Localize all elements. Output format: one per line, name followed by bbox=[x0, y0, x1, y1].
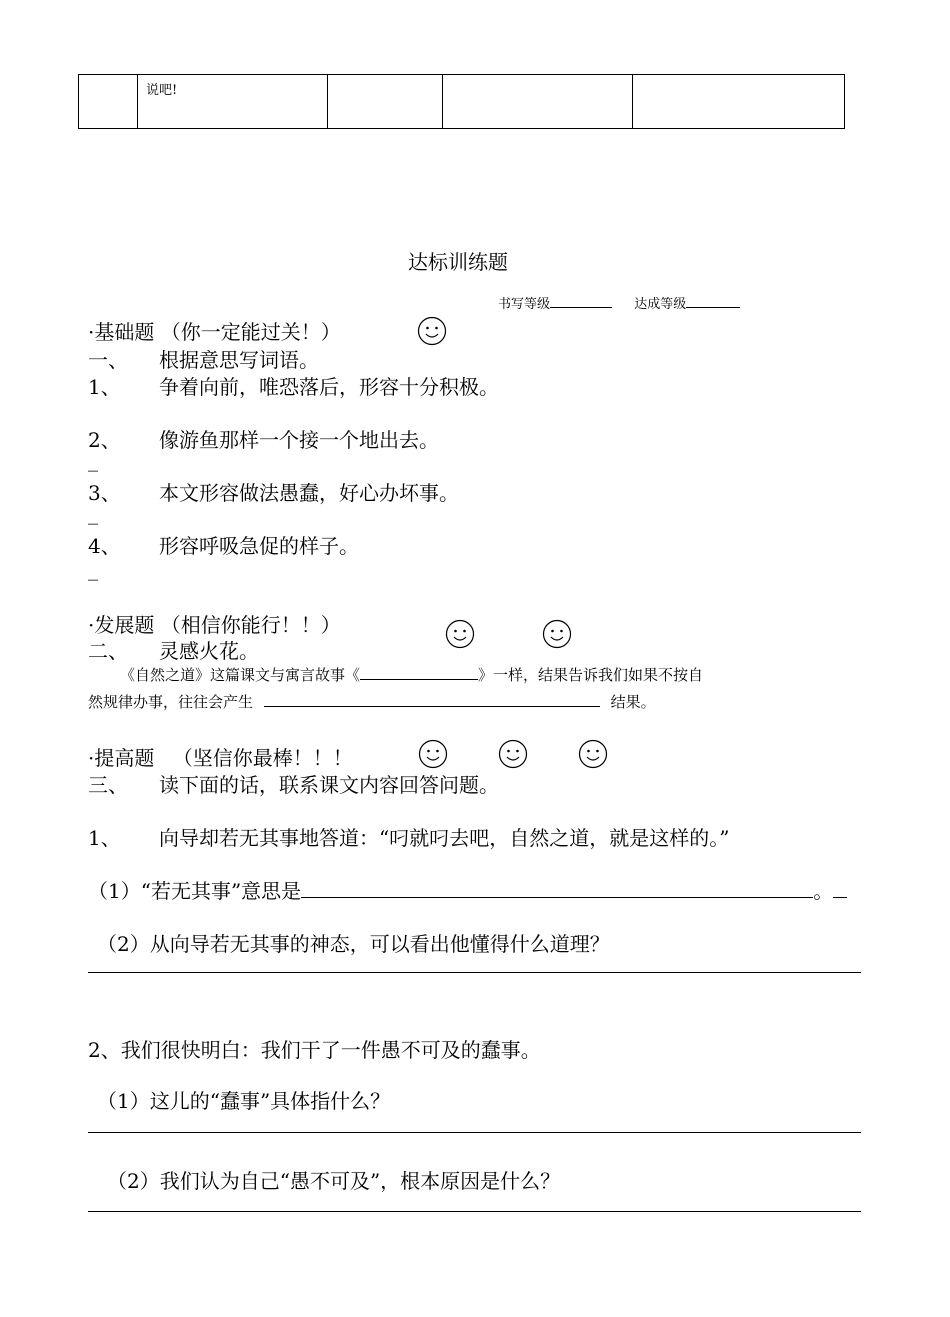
meaning-blank[interactable] bbox=[301, 897, 813, 898]
table-cell bbox=[328, 75, 443, 129]
text-span: 结果。 bbox=[610, 693, 656, 711]
item-number: 3、 bbox=[88, 481, 121, 505]
section-advance-heading bbox=[88, 742, 353, 771]
smiley-face-icon bbox=[418, 739, 448, 769]
item-quote: 向导却若无其事地答道：“叼就叼去吧，自然之道，就是这样的。” bbox=[159, 826, 730, 850]
item-text: 争着向前，唯恐落后，形容十分积极。 bbox=[159, 375, 499, 399]
smiley-face-icon bbox=[498, 739, 528, 769]
smiley-face-icon bbox=[578, 739, 608, 769]
text-span: 》一样，结果告诉我们如果不按自 bbox=[478, 666, 704, 684]
section-develop-heading bbox=[88, 609, 341, 638]
section-basic-heading bbox=[88, 316, 341, 345]
question-2-text: 灵感火花。 bbox=[159, 639, 259, 663]
sub-question-1-2: （2）从向导若无其事的神态，可以看出他懂得什么道理？ bbox=[97, 932, 610, 956]
answer-mark: _ bbox=[88, 557, 98, 581]
writing-grade-label: 书写等级 bbox=[498, 297, 551, 312]
item-text: 本文形容做法愚蠢，好心办坏事。 bbox=[159, 481, 459, 505]
result-blank[interactable] bbox=[264, 706, 600, 707]
top-table bbox=[78, 74, 845, 129]
question-number: 二、 bbox=[88, 639, 128, 663]
page-title: 达标训练题 bbox=[408, 250, 508, 274]
smiley-face-icon bbox=[542, 619, 572, 649]
question-number: 一、 bbox=[88, 348, 128, 372]
section-encourage: （相信你能行！！） bbox=[160, 613, 341, 637]
section-label: ·基础题 bbox=[88, 320, 155, 344]
answer-line[interactable] bbox=[88, 972, 861, 973]
table-cell: 说吧! bbox=[138, 75, 328, 129]
story-name-blank[interactable] bbox=[360, 679, 478, 680]
achievement-grade-blank[interactable] bbox=[686, 307, 740, 308]
table-row bbox=[79, 75, 845, 129]
answer-mark: _ bbox=[88, 501, 98, 525]
item-number: 2、 bbox=[88, 428, 121, 452]
underline-tail bbox=[833, 897, 847, 898]
question-number: 三、 bbox=[88, 773, 128, 797]
achievement-grade-label: 达成等级 bbox=[634, 297, 687, 312]
item-number: 4、 bbox=[88, 534, 121, 558]
grade-line bbox=[498, 293, 740, 312]
item-number: 1、 bbox=[88, 826, 121, 850]
item-quote: 2、我们很快明白：我们干了一件愚不可及的蠢事。 bbox=[88, 1038, 541, 1062]
answer-line[interactable] bbox=[88, 1211, 861, 1212]
sub-question-2-1: （1）这儿的“蠢事”具体指什么？ bbox=[97, 1089, 391, 1113]
table-cell bbox=[633, 75, 845, 129]
answer-line[interactable] bbox=[88, 1132, 861, 1133]
table-cell bbox=[443, 75, 633, 129]
text-span: 。 bbox=[813, 879, 834, 903]
table-cell bbox=[79, 75, 138, 129]
smiley-face-icon bbox=[445, 619, 475, 649]
text-span: 然规律办事，往往会产生 bbox=[88, 693, 254, 711]
smiley-face-icon bbox=[417, 316, 447, 346]
question-3-text: 读下面的话，联系课文内容回答问题。 bbox=[159, 773, 499, 797]
answer-mark: _ bbox=[88, 448, 98, 472]
writing-grade-blank[interactable] bbox=[550, 307, 612, 308]
item-text: 像游鱼那样一个接一个地出去。 bbox=[159, 428, 439, 452]
question-1-heading bbox=[88, 344, 128, 373]
sub-question-1-1 bbox=[88, 875, 847, 904]
sub-question-text: （1）“若无其事”意思是 bbox=[88, 879, 302, 903]
item-text: 形容呼吸急促的样子。 bbox=[159, 534, 359, 558]
sub-question-2-2: （2）我们认为自己“愚不可及”，根本原因是什么？ bbox=[107, 1169, 561, 1193]
section-label: ·提高题 bbox=[88, 746, 155, 770]
section-encourage: （你一定能过关！） bbox=[160, 320, 341, 344]
text-span: 《自然之道》这篇课文与寓言故事《 bbox=[120, 666, 361, 684]
item-number: 1、 bbox=[88, 375, 121, 399]
section-label: ·发展题 bbox=[88, 613, 155, 637]
question-2-line-2 bbox=[88, 691, 656, 712]
section-encourage: （坚信你最棒！！！ bbox=[172, 746, 353, 770]
question-2-line-1 bbox=[120, 664, 703, 685]
question-1-text: 根据意思写词语。 bbox=[159, 348, 319, 372]
